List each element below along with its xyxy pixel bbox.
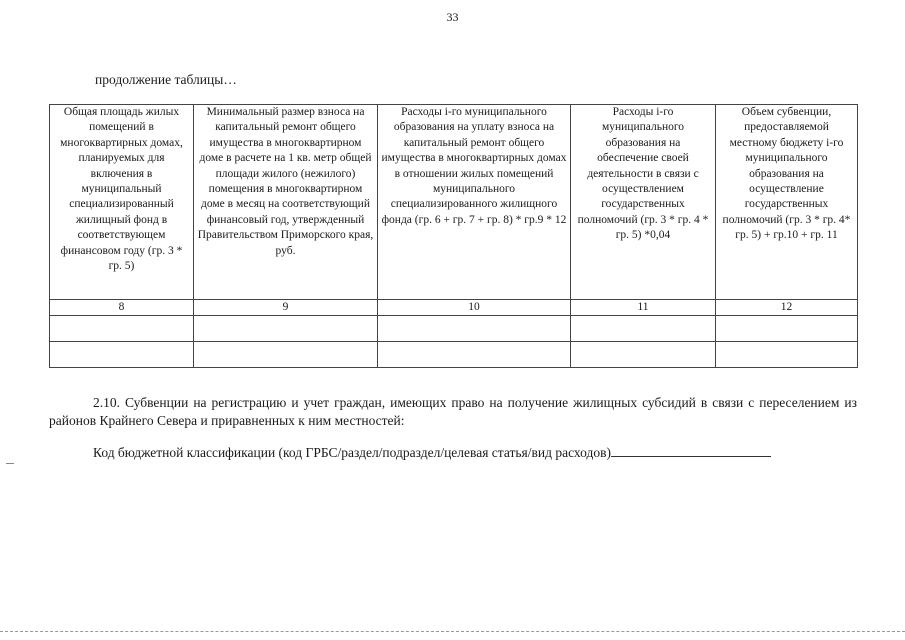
- column-number: 9: [194, 300, 378, 316]
- scan-edge-line: [0, 631, 905, 632]
- header-cell-8: Общая площадь жилых помещений в многоквартирных домах, планируемых для включения в муниципальный специализированный жилищный фонд в соответствующем финансовом году (гр. 3 * гр. 5): [50, 105, 194, 300]
- kbk-fill-blank: [611, 445, 771, 457]
- table-cell-empty: [50, 316, 194, 342]
- table-cell-empty: [716, 316, 858, 342]
- table-cell-empty: [378, 342, 571, 368]
- kbk-label: Код бюджетной классификации (код ГРБС/раздел/подраздел/целевая статья/вид расходов): [93, 445, 611, 460]
- header-cell-11: Расходы i-го муниципального образования на обеспечение своей деятельности в связи с осуществлением государственных полномочий (гр. 3 * гр. 4 * гр. 5) *0,04: [571, 105, 716, 300]
- paragraph-2-10: 2.10. Субвенции на регистрацию и учет граждан, имеющих право на получение жилищных субсидий в связи с переселением из районов Крайнего Севера и приравненных к ним местностей:: [49, 395, 857, 428]
- table-row-empty: [50, 316, 858, 342]
- page-number: 33: [446, 10, 459, 24]
- table-row-empty: [50, 342, 858, 368]
- kbk-line: [93, 444, 853, 462]
- subvention-table: [49, 104, 858, 368]
- table-cell-empty: [194, 316, 378, 342]
- column-number: 11: [571, 300, 716, 316]
- table-cell-empty: [571, 316, 716, 342]
- table-cell-empty: [378, 316, 571, 342]
- table-cell-empty: [716, 342, 858, 368]
- table-continuation-caption: продолжение таблицы…: [95, 72, 237, 87]
- table-cell-empty: [50, 342, 194, 368]
- column-number: 12: [716, 300, 858, 316]
- table-cell-empty: [194, 342, 378, 368]
- header-cell-10: Расходы i-го муниципального образования на уплату взноса на капитальный ремонт общего имущества в многоквартирных домах в отношении жилых помещений муниципального специализированного жилищного фонда (гр. 6 + гр. 7 + гр. 8) * гр.9 * 12: [378, 105, 571, 300]
- table-cell-empty: [571, 342, 716, 368]
- column-number-row: [50, 300, 858, 316]
- column-number: 10: [378, 300, 571, 316]
- header-cell-9: Минимальный размер взноса на капитальный ремонт общего имущества в многоквартирном доме в расчете на 1 кв. метр общей площади жилого (нежилого) помещения в многоквартирном доме в месяц на соответствующий финансовый год, утвержденный Правительством Приморского края, руб.: [194, 105, 378, 300]
- table-header-row: [50, 105, 858, 300]
- column-number: 8: [50, 300, 194, 316]
- header-cell-12: Объем субвенции, предоставляемой местному бюджету i-го муниципального образования на осуществление государственных полномочий (гр. 3 * гр. 4* гр. 5) + гр.10 + гр. 11: [716, 105, 858, 300]
- margin-mark: [6, 463, 14, 464]
